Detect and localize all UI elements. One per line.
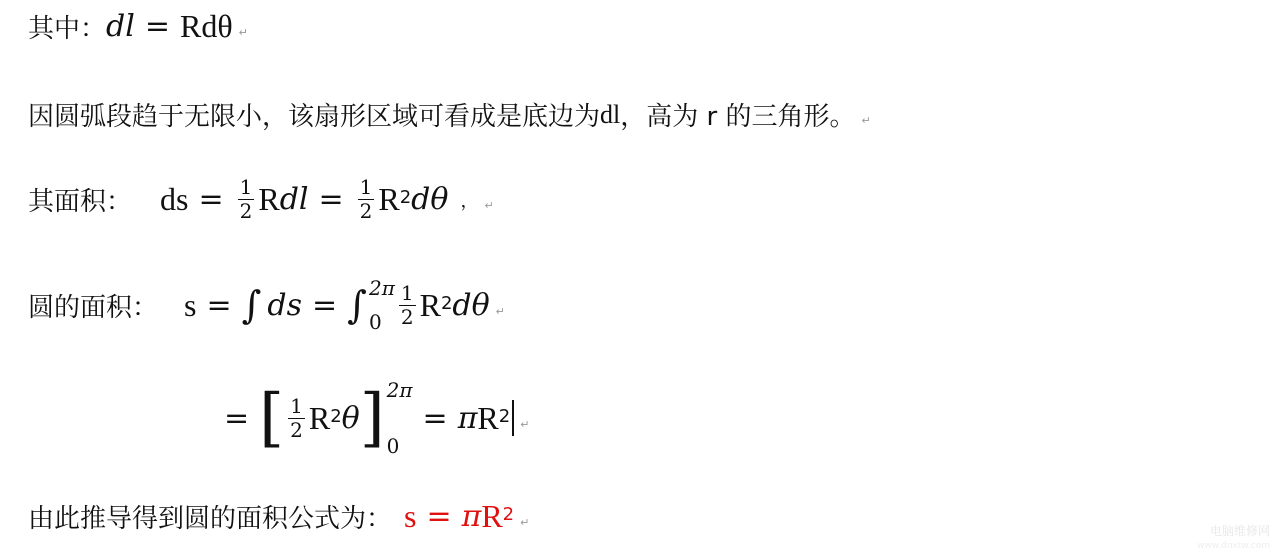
paragraph-mark-icon: ↵ bbox=[495, 304, 505, 318]
exponent-2: 2 bbox=[399, 187, 412, 208]
formula-line-evaluated bbox=[214, 378, 529, 458]
fraction-numerator: 1 bbox=[359, 175, 373, 199]
fraction-half bbox=[358, 176, 375, 223]
var-ds: ds bbox=[160, 181, 189, 217]
fraction-denominator: 2 bbox=[290, 417, 303, 442]
equals-sign: = bbox=[426, 499, 452, 534]
label-conclusion: 由此推导得到圆的面积公式为： bbox=[28, 504, 393, 534]
integral-limits bbox=[369, 276, 395, 334]
paragraph-mark-icon: ↵ bbox=[520, 417, 530, 431]
exponent-2: 2 bbox=[498, 405, 511, 427]
fraction-numerator: 1 bbox=[400, 280, 414, 305]
var-s: s bbox=[404, 498, 417, 534]
fraction-half bbox=[288, 395, 305, 442]
text-cursor[interactable] bbox=[512, 400, 514, 436]
var-R: R bbox=[308, 399, 331, 436]
equals-sign: = bbox=[224, 400, 250, 436]
fraction-numerator: 1 bbox=[239, 175, 253, 199]
fraction-numerator: 1 bbox=[290, 393, 303, 418]
paragraph-mark-icon: ↵ bbox=[861, 114, 871, 127]
equals-sign: = bbox=[312, 287, 338, 323]
formula-line-result bbox=[28, 498, 529, 535]
var-dtheta: dθ bbox=[201, 8, 233, 44]
var-R: R bbox=[179, 8, 202, 44]
equals-sign: = bbox=[198, 182, 224, 217]
lower-limit: 0 bbox=[368, 310, 382, 334]
evaluation-limits bbox=[387, 378, 413, 458]
var-pi: π bbox=[457, 400, 478, 436]
var-ds: ds bbox=[267, 287, 303, 323]
lower-limit: 0 bbox=[386, 434, 400, 458]
var-R: R bbox=[481, 498, 503, 534]
left-bracket: [ bbox=[259, 381, 285, 455]
formula-line-sector-area bbox=[28, 176, 494, 223]
var-s: s bbox=[184, 286, 197, 323]
equals-sign: = bbox=[422, 400, 448, 436]
label-qizhong: 其中： bbox=[28, 14, 107, 44]
var-dl: dl bbox=[279, 182, 309, 217]
var-R: R bbox=[477, 399, 499, 436]
watermark: 电脑维修网 bbox=[1209, 524, 1270, 538]
formula-line-integral bbox=[28, 276, 505, 334]
paragraph-mark-icon: ↵ bbox=[484, 199, 494, 212]
fraction-denominator: 2 bbox=[239, 199, 253, 223]
sentence-part-a: 因圆弧段趋于无限小，该扇形区域可看成是底边为 bbox=[28, 102, 601, 132]
right-bracket: ] bbox=[359, 381, 385, 455]
var-R: R bbox=[378, 181, 400, 217]
var-theta: θ bbox=[341, 400, 360, 436]
var-dtheta: dθ bbox=[452, 287, 490, 323]
var-dl: dl bbox=[600, 99, 621, 129]
var-R: R bbox=[419, 286, 441, 323]
var-dtheta: dθ bbox=[411, 182, 449, 217]
label-area: 其面积： bbox=[28, 187, 133, 217]
exponent-2: 2 bbox=[440, 292, 453, 314]
formula-line-dl bbox=[28, 8, 248, 45]
fraction-half bbox=[399, 282, 416, 329]
exponent-2: 2 bbox=[502, 504, 515, 525]
integral-sign: ∫ bbox=[241, 283, 262, 327]
text-line-triangle bbox=[28, 96, 871, 133]
fraction-denominator: 2 bbox=[400, 304, 414, 329]
label-circle-area: 圆的面积： bbox=[28, 292, 159, 323]
var-R: R bbox=[258, 181, 280, 217]
fraction-denominator: 2 bbox=[359, 199, 373, 223]
equals-sign: = bbox=[318, 182, 344, 217]
watermark-url: www.dnxtw.com bbox=[1196, 541, 1270, 551]
exponent-2: 2 bbox=[330, 405, 342, 427]
equals-sign: = bbox=[144, 9, 170, 44]
integral-sign: ∫ bbox=[347, 283, 367, 327]
upper-limit: 2π bbox=[368, 276, 395, 300]
var-dl: dl bbox=[106, 9, 135, 44]
sentence-part-b: ，高为 r 的三角形。 bbox=[620, 102, 856, 132]
comma: ， bbox=[460, 190, 479, 212]
paragraph-mark-icon: ↵ bbox=[520, 516, 530, 529]
upper-limit: 2π bbox=[386, 378, 413, 402]
var-pi: π bbox=[461, 499, 482, 534]
equals-sign: = bbox=[206, 287, 232, 323]
paragraph-mark-icon: ↵ bbox=[238, 26, 248, 39]
fraction-half bbox=[238, 176, 255, 223]
